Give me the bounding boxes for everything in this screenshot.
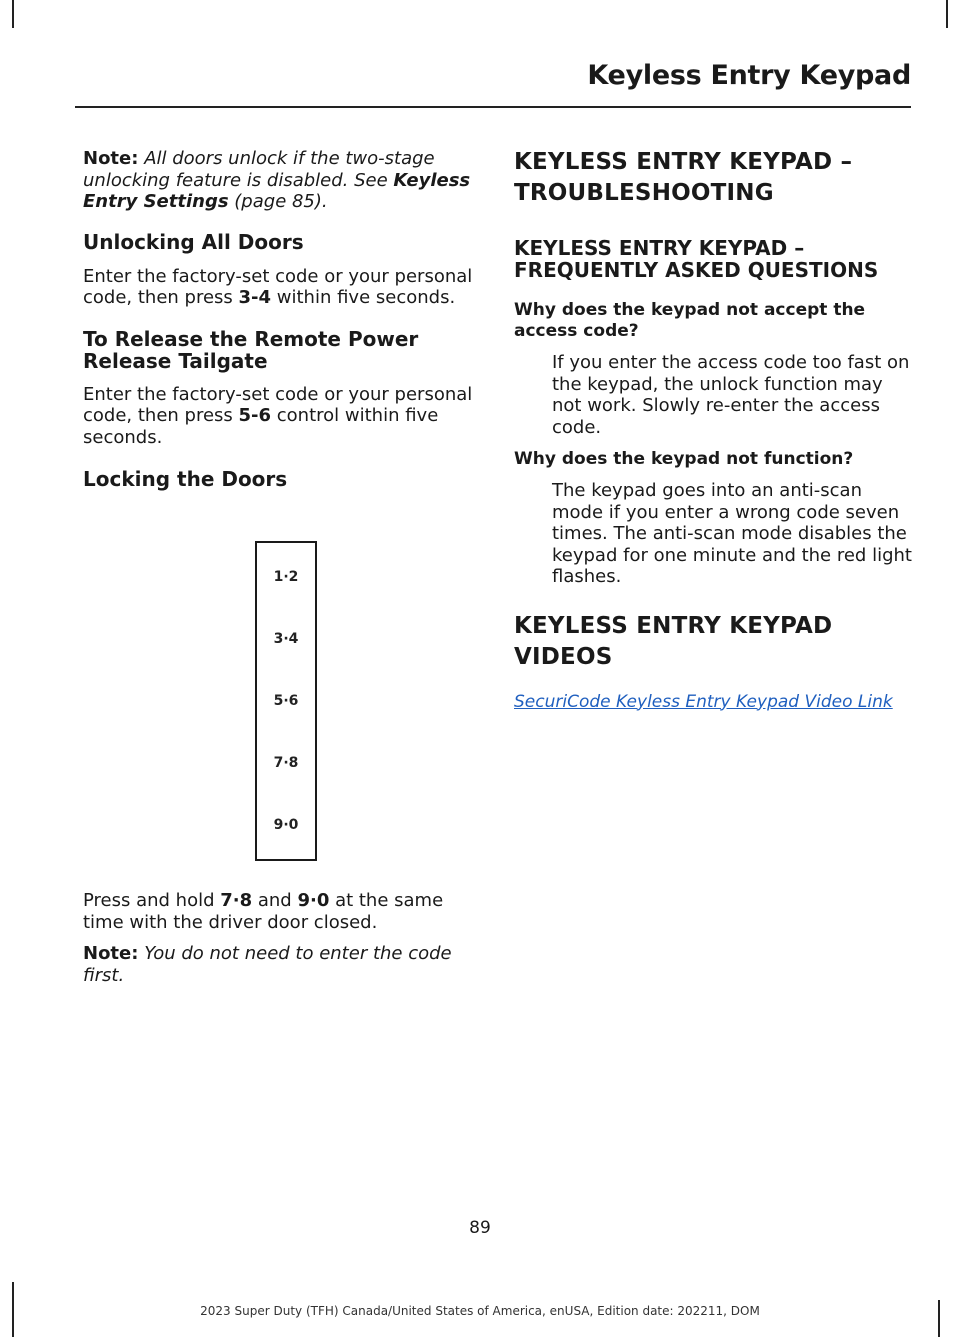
header-divider [75, 106, 911, 108]
crop-mark [12, 0, 14, 28]
faq-question-1: Why does the keypad not accept the access code? [514, 300, 866, 341]
faq-heading: KEYLESS ENTRY KEYPAD – FREQUENTLY ASKED QUESTIONS [514, 236, 879, 282]
right-column [514, 148, 914, 712]
faq-answer-1: If you enter the access code too fast on the keypad, the unlock function may not work. Slowly re-enter the access code. [552, 352, 910, 438]
crop-mark [946, 0, 948, 28]
press-hold-text: Press and hold 7·8 and 9·0 at the same time with the driver door closed. [83, 890, 444, 933]
keypad-illustration [255, 541, 317, 861]
keypad-key-5-6: 5·6 [273, 693, 299, 709]
keypad-key-1-2: 1·2 [273, 569, 299, 585]
unlocking-all-text: Enter the factory-set code or your personal code, then press 3-4 within five seconds. [83, 265, 473, 308]
note-all-doors: Note: All doors unlock if the two-stage unlocking feature is disabled. See Keyless Entry Settings (page 85). [83, 148, 471, 212]
video-link[interactable] [514, 692, 914, 712]
page-number: 89 [469, 1218, 491, 1238]
videos-heading: KEYLESS ENTRY KEYPAD VIDEOS [514, 612, 833, 670]
release-tailgate-heading: To Release the Remote Power Release Tailgate [83, 326, 419, 373]
faq-question-2: Why does the keypad not function? [514, 449, 854, 469]
keypad-key-7-8: 7·8 [273, 755, 299, 771]
faq-answer-2: The keypad goes into an anti-scan mode if you enter a wrong code seven times. The anti-scan mode disables the keypad for one minute and the red light flashes. [552, 480, 912, 587]
troubleshooting-heading: KEYLESS ENTRY KEYPAD – TROUBLESHOOTING [514, 149, 853, 206]
left-column-lower [83, 890, 473, 986]
note-code-first: Note: You do not need to enter the code first. [83, 943, 452, 986]
video-link-anchor[interactable]: SecuriCode Keyless Entry Keypad Video Link [514, 691, 893, 712]
locking-doors-heading: Locking the Doors [83, 467, 288, 491]
unlocking-all-heading: Unlocking All Doors [83, 229, 304, 254]
footer-edition: 2023 Super Duty (TFH) Canada/United States of America, enUSA, Edition date: 202211, DOM [200, 1304, 760, 1318]
left-column [83, 148, 478, 490]
keypad-key-3-4: 3·4 [273, 631, 299, 647]
keypad-key-9-0: 9·0 [273, 817, 299, 833]
release-tailgate-text: Enter the factory-set code or your personal code, then press 5-6 control within five seconds. [83, 383, 473, 448]
keyless-settings-reference[interactable]: Keyless Entry Settings [83, 169, 471, 212]
page-title: Keyless Entry Keypad [587, 60, 911, 91]
